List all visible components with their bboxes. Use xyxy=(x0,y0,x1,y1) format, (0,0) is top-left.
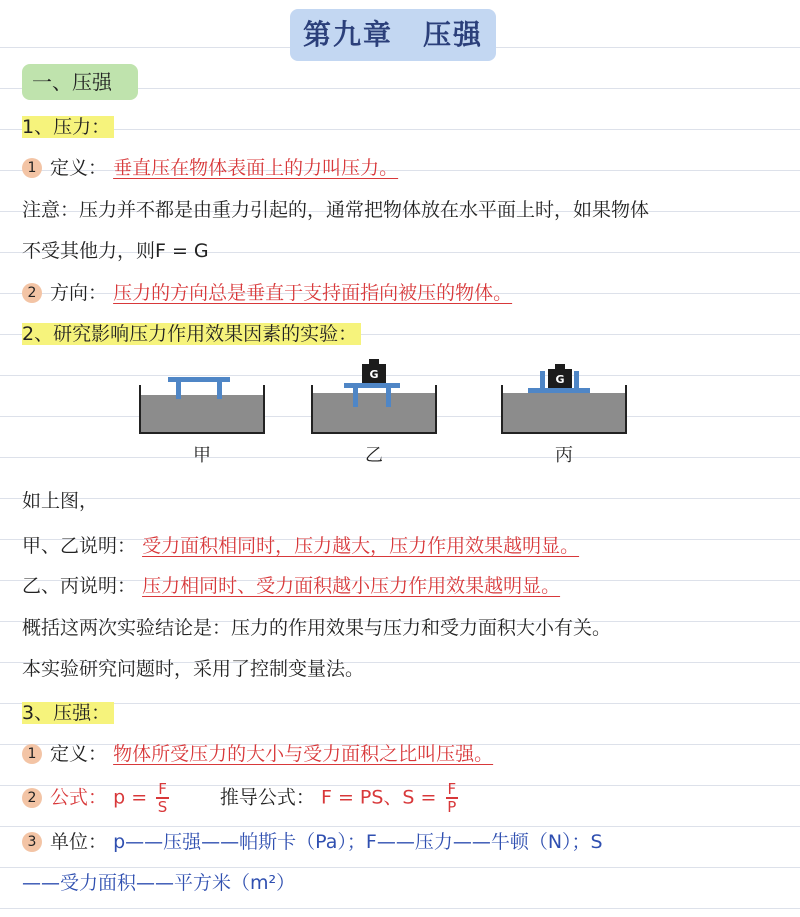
subheading-pressure xyxy=(22,699,114,727)
derive-label: 推导公式： xyxy=(219,786,315,809)
table-leg-jia xyxy=(217,382,222,399)
weight-knob-bing xyxy=(555,364,565,369)
definition-label: 定义： xyxy=(50,743,108,765)
pressure-definition-row xyxy=(22,740,493,768)
circled-number: 1 xyxy=(22,158,42,178)
fraction-denominator: P xyxy=(447,798,457,816)
circled-number: 2 xyxy=(22,283,42,303)
fraction-numerator: F xyxy=(447,780,457,798)
weight-label: G xyxy=(369,368,379,381)
circled-number: 2 xyxy=(22,788,42,808)
direction-text: 压力的方向总是垂直于支持面指向被压的物体。 xyxy=(113,282,513,304)
comparison-jia-yi xyxy=(22,532,579,560)
unit-row xyxy=(22,828,603,856)
subheading-text: 2、研究影响压力作用效果因素的实验： xyxy=(22,323,361,345)
definition-text: 垂直压在物体表面上的力叫压力。 xyxy=(113,157,399,179)
subheading-pressure-force xyxy=(22,113,114,141)
table-top-yi xyxy=(344,383,400,388)
unit-text-2: ——受力面积——平方米（m²） xyxy=(22,872,296,894)
comparison-text: 受力面积相同时，压力越大，压力作用效果越明显。 xyxy=(142,535,580,557)
table-leg-jia xyxy=(176,382,181,399)
formula-lhs: p = xyxy=(113,786,148,809)
subheading-text: 3、压强： xyxy=(22,702,114,724)
sponge-jia xyxy=(140,395,264,433)
direction-row xyxy=(22,279,512,307)
weight-label: G xyxy=(555,373,565,386)
table-leg-bing xyxy=(540,371,545,388)
definition-label: 定义： xyxy=(50,157,108,179)
circled-number: 3 xyxy=(22,832,42,852)
sponge-yi xyxy=(312,393,436,433)
figure-label-yi: 乙 xyxy=(365,445,383,466)
table-top-bing xyxy=(528,388,590,393)
comparison-text: 压力相同时、受力面积越小压力作用效果越明显。 xyxy=(142,575,561,597)
direction-label: 方向： xyxy=(50,282,108,304)
page-title: 第九章 压强 xyxy=(290,9,496,61)
table-leg-yi xyxy=(386,388,391,407)
subheading-text: 1、压力： xyxy=(22,116,114,138)
experiment-figure xyxy=(130,355,640,470)
unit-text-1: p——压强——帕斯卡（Pa）；F——压力——牛顿（N）；S xyxy=(113,831,603,853)
formula-row xyxy=(22,781,461,815)
experiment-bing xyxy=(502,364,626,433)
note-line-1: 注意：压力并不都是由重力引起的，通常把物体放在水平面上时，如果物体 xyxy=(22,199,650,221)
section-heading: 一、压强 xyxy=(22,64,138,100)
definition-text: 物体所受压力的大小与受力面积之比叫压强。 xyxy=(113,743,494,765)
subheading-experiment xyxy=(22,320,361,348)
weight-knob-yi xyxy=(369,359,379,364)
comparison-label: 甲、乙说明： xyxy=(22,535,137,557)
fraction-numerator: F xyxy=(158,780,167,798)
figure-label-jia: 甲 xyxy=(193,445,211,466)
conclusion-text: 概括这两次实验结论是：压力的作用效果与压力和受力面积大小有关。 xyxy=(22,617,612,639)
experiment-yi xyxy=(312,359,436,433)
formula-label: 公式： xyxy=(50,786,108,809)
note-line-2: 不受其他力，则F = G xyxy=(22,240,209,262)
figure-reference: 如上图， xyxy=(22,490,99,512)
formula-fraction xyxy=(156,781,169,815)
circled-number: 1 xyxy=(22,744,42,764)
derive-fraction xyxy=(446,781,459,815)
unit-label: 单位： xyxy=(50,831,108,853)
table-leg-yi xyxy=(353,388,358,407)
table-leg-bing xyxy=(574,371,579,388)
figure-label-bing: 丙 xyxy=(555,445,573,466)
comparison-yi-bing xyxy=(22,572,560,600)
sponge-bing xyxy=(502,393,626,433)
derive-formula: F = PS、S = xyxy=(320,786,437,809)
method-text: 本实验研究问题时，采用了控制变量法。 xyxy=(22,658,365,680)
fraction-denominator: S xyxy=(157,798,168,816)
comparison-label: 乙、丙说明： xyxy=(22,575,137,597)
definition-row xyxy=(22,154,398,182)
experiment-jia xyxy=(140,377,264,433)
table-top-jia xyxy=(168,377,230,382)
